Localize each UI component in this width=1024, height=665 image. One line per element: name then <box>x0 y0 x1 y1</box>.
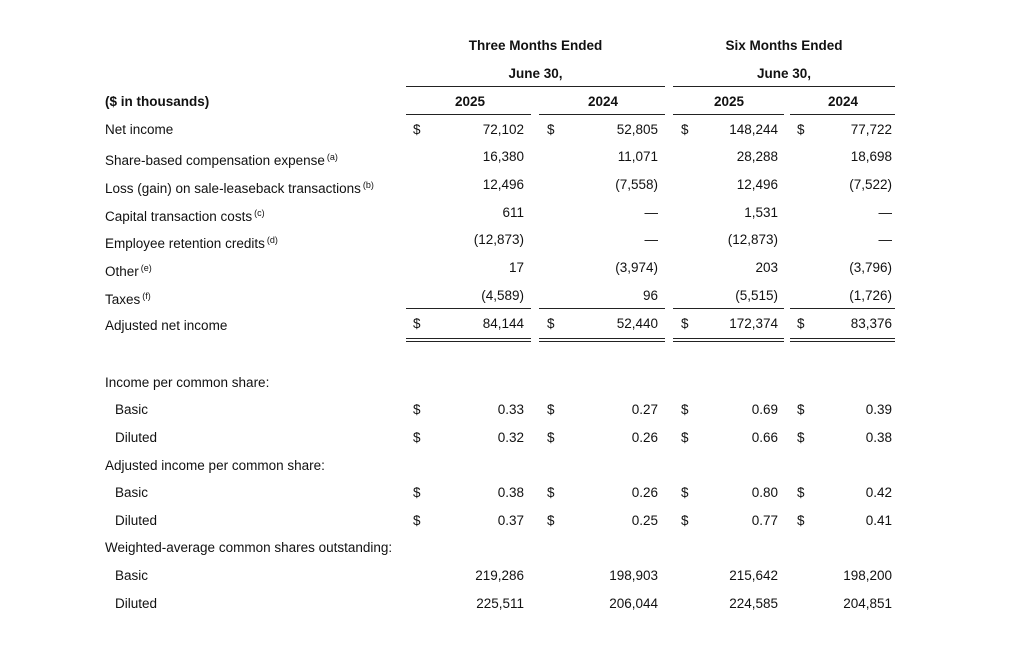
year-rule <box>673 114 784 115</box>
currency-symbol: $ <box>681 485 689 500</box>
value-cell: 0.26 <box>631 485 658 500</box>
footnote-marker: (a) <box>326 152 338 162</box>
subtotal-rule <box>790 308 895 309</box>
value-cell: 148,244 <box>729 122 778 137</box>
currency-symbol: $ <box>797 430 805 445</box>
row-label <box>115 430 157 446</box>
row-label <box>105 318 227 334</box>
header-six-months: Six Months Ended <box>725 38 843 53</box>
header-three-months: Three Months Ended <box>468 38 603 53</box>
value-cell: 84,144 <box>482 316 524 331</box>
value-cell: 16,380 <box>482 149 524 164</box>
row-label-text: Taxes <box>105 292 141 307</box>
value-cell: 11,071 <box>617 149 658 164</box>
footnote-marker: (d) <box>266 235 278 245</box>
currency-symbol: $ <box>797 402 805 417</box>
value-cell: 1,531 <box>744 205 778 220</box>
footnote-marker: (e) <box>140 263 152 273</box>
value-cell: 0.38 <box>497 485 524 500</box>
value-cell: (7,522) <box>849 177 892 192</box>
value-cell: (12,873) <box>473 232 524 247</box>
currency-symbol: $ <box>413 122 421 137</box>
currency-symbol: $ <box>681 122 689 137</box>
row-label <box>105 260 152 280</box>
value-cell: (1,726) <box>849 288 892 303</box>
row-label <box>115 596 157 612</box>
value-cell: 0.69 <box>751 402 778 417</box>
footnote-marker: (c) <box>254 208 265 218</box>
row-label-text: Diluted <box>115 596 158 611</box>
currency-symbol: $ <box>413 513 421 528</box>
value-cell: — <box>878 205 892 220</box>
currency-symbol: $ <box>413 430 421 445</box>
row-label <box>105 177 374 197</box>
total-double-rule <box>406 338 531 342</box>
value-cell: 18,698 <box>850 149 892 164</box>
value-cell: (12,873) <box>727 232 778 247</box>
subtotal-rule <box>673 308 784 309</box>
total-double-rule <box>790 338 895 342</box>
currency-symbol: $ <box>681 513 689 528</box>
value-cell: (7,558) <box>615 177 658 192</box>
currency-symbol: $ <box>797 316 805 331</box>
currency-symbol: $ <box>681 402 689 417</box>
subtotal-rule <box>406 308 531 309</box>
row-label-text: Diluted <box>115 430 158 445</box>
currency-symbol: $ <box>547 485 555 500</box>
currency-symbol: $ <box>547 316 555 331</box>
row-label <box>105 122 173 138</box>
header-rule <box>673 86 895 87</box>
header-period-end: June 30, <box>756 66 812 81</box>
row-label-text: Share-based compensation expense <box>105 153 325 168</box>
footnote-marker: (f) <box>142 291 151 301</box>
row-label-text: Other <box>105 264 139 279</box>
value-cell: 219,286 <box>475 568 524 583</box>
value-cell: 198,903 <box>609 568 658 583</box>
currency-symbol: $ <box>681 316 689 331</box>
value-cell: 28,288 <box>736 149 778 164</box>
value-cell: 0.66 <box>751 430 778 445</box>
row-label-text: Adjusted income per common share: <box>105 458 325 473</box>
value-cell: 0.39 <box>865 402 892 417</box>
value-cell: — <box>644 205 658 220</box>
currency-symbol: $ <box>797 122 805 137</box>
currency-symbol: $ <box>547 402 555 417</box>
value-cell: 52,440 <box>616 316 658 331</box>
value-cell: 83,376 <box>850 316 892 331</box>
year-header: 2024 <box>587 94 619 109</box>
total-double-rule <box>673 338 784 342</box>
value-cell: 0.27 <box>631 402 658 417</box>
value-cell: 198,200 <box>843 568 892 583</box>
currency-symbol: $ <box>547 430 555 445</box>
row-label-text: Net income <box>105 122 174 137</box>
row-label-text: Capital transaction costs <box>105 209 253 224</box>
row-label-text: Basic <box>115 402 149 417</box>
value-cell: 0.38 <box>865 430 892 445</box>
row-label-text: Basic <box>115 485 149 500</box>
row-label-text: Weighted-average common shares outstanding: <box>105 540 393 555</box>
value-cell: (5,515) <box>735 288 778 303</box>
value-cell: — <box>878 232 892 247</box>
row-label-text: Employee retention credits <box>105 236 265 251</box>
row-label <box>115 513 157 529</box>
units-label: ($ in thousands) <box>105 94 210 109</box>
value-cell: 206,044 <box>609 596 658 611</box>
value-cell: 0.26 <box>631 430 658 445</box>
row-label <box>105 232 278 252</box>
currency-symbol: $ <box>413 402 421 417</box>
currency-symbol: $ <box>797 485 805 500</box>
year-header: 2025 <box>454 94 486 109</box>
value-cell: 0.25 <box>631 513 658 528</box>
value-cell: 12,496 <box>736 177 778 192</box>
year-header: 2024 <box>827 94 859 109</box>
value-cell: 12,496 <box>482 177 524 192</box>
currency-symbol: $ <box>547 122 555 137</box>
value-cell: 0.41 <box>865 513 892 528</box>
row-label <box>115 402 148 418</box>
value-cell: 0.33 <box>497 402 524 417</box>
row-label-text: Income per common share: <box>105 375 270 390</box>
value-cell: 17 <box>508 260 524 275</box>
row-label-text: Diluted <box>115 513 158 528</box>
value-cell: 224,585 <box>729 596 778 611</box>
row-label <box>105 205 265 225</box>
value-cell: 72,102 <box>482 122 524 137</box>
value-cell: 0.32 <box>497 430 524 445</box>
row-label <box>105 149 338 169</box>
value-cell: 0.42 <box>865 485 892 500</box>
currency-symbol: $ <box>681 430 689 445</box>
year-rule <box>790 114 895 115</box>
value-cell: 225,511 <box>476 596 524 611</box>
value-cell: 611 <box>502 205 524 220</box>
year-rule <box>406 114 531 115</box>
value-cell: 0.77 <box>751 513 778 528</box>
row-label <box>105 288 151 308</box>
value-cell: 172,374 <box>729 316 778 331</box>
footnote-marker: (b) <box>362 180 374 190</box>
year-rule <box>539 114 665 115</box>
value-cell: 204,851 <box>843 596 892 611</box>
row-label-text: Basic <box>115 568 149 583</box>
value-cell: 0.80 <box>751 485 778 500</box>
row-label <box>105 375 269 391</box>
value-cell: (4,589) <box>481 288 524 303</box>
value-cell: 203 <box>755 260 778 275</box>
value-cell: 96 <box>642 288 658 303</box>
value-cell: 77,722 <box>850 122 892 137</box>
currency-symbol: $ <box>797 513 805 528</box>
header-period-end: June 30, <box>508 66 563 81</box>
value-cell: 0.37 <box>497 513 524 528</box>
currency-symbol: $ <box>547 513 555 528</box>
value-cell: 215,642 <box>729 568 778 583</box>
row-label <box>105 458 325 474</box>
header-rule <box>406 86 665 87</box>
currency-symbol: $ <box>413 316 421 331</box>
row-label <box>115 568 148 584</box>
year-header: 2025 <box>713 94 745 109</box>
row-label <box>115 485 148 501</box>
row-label-text: Loss (gain) on sale-leaseback transactions <box>105 181 361 196</box>
value-cell: 52,805 <box>616 122 658 137</box>
currency-symbol: $ <box>413 485 421 500</box>
subtotal-rule <box>539 308 665 309</box>
row-label-text: Adjusted net income <box>105 318 228 333</box>
total-double-rule <box>539 338 665 342</box>
row-label <box>105 540 392 556</box>
value-cell: — <box>644 232 658 247</box>
value-cell: (3,974) <box>615 260 658 275</box>
value-cell: (3,796) <box>849 260 892 275</box>
